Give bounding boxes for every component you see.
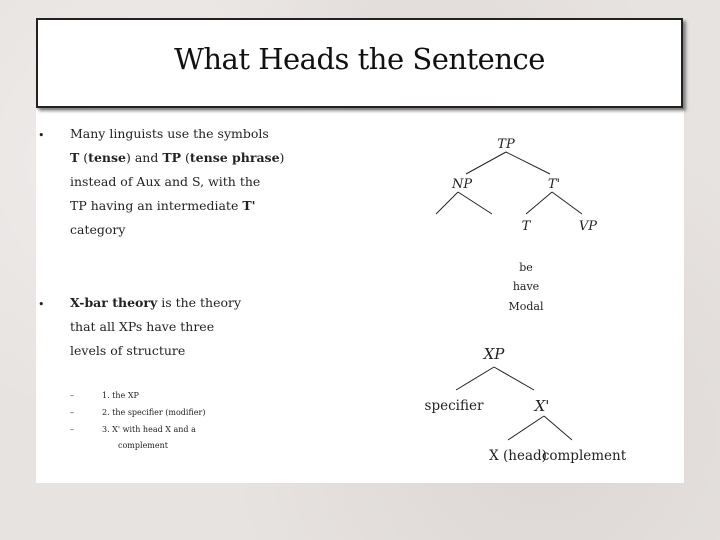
bullet-line [70,170,284,194]
node-specifier: specifier [424,398,484,414]
bullet-text-1 [70,122,284,242]
filler-modal: Modal [508,300,544,313]
sub-item-text: 1. the XP [102,391,139,400]
bold-term: tense phrase [189,150,280,165]
node-xp: XP [483,345,505,363]
node-complement: complement [541,448,627,464]
bold-term: tense [88,150,126,165]
text-run: ( [181,150,190,165]
text-run: instead of Aux and S, with the [70,174,261,189]
bullet-line [70,146,284,170]
bullet-line [70,315,241,339]
text-run: is the theory [157,295,242,310]
text-run: ) and [125,150,163,165]
bullet-marker: • [38,129,45,142]
node-tp: TP [497,137,515,152]
bold-term: X-bar theory [70,295,158,310]
sub-dash: – [70,391,74,400]
sub-dash: – [70,425,74,434]
bold-term: TP [162,150,182,165]
node-tbar: T' [547,177,561,192]
page-title: What Heads the Sentence [174,42,545,76]
text-run: that all XPs have three [70,319,215,334]
title-box [36,18,683,108]
node-t: T [521,219,531,234]
bullet-line [70,218,284,242]
node-xbar: X' [534,397,550,415]
sub-item-text: 2. the specifier (modifier) [102,408,206,417]
xbar-tree-figure [382,330,660,470]
bold-term: T [70,150,80,165]
text-run: category [70,222,126,237]
text-run: Many linguists use the symbols [70,126,269,141]
text-run: ( [79,150,89,165]
text-run: ) [279,150,285,165]
text-run: TP having an intermediate [70,198,243,213]
tp-tree [422,126,618,322]
node-head: X (head) [489,448,547,464]
node-np: NP [451,177,473,192]
bullet-line [70,291,241,315]
bold-term: T' [242,198,256,213]
tp-tree-figure [422,126,618,322]
sub-dash: – [70,408,74,417]
bullet-marker: • [38,298,45,311]
bullet-text-2 [70,291,241,363]
xbar-tree [382,330,660,470]
bullet-line [70,194,284,218]
sub-item-text: 3. X' with head X and a [102,425,196,434]
sub-item-text: complement [118,441,168,450]
filler-have: have [512,280,540,293]
text-run: levels of structure [70,343,186,358]
bullet-line [70,339,241,363]
node-vp: VP [578,219,598,234]
bullet-line [70,122,284,146]
filler-be: be [519,261,533,274]
